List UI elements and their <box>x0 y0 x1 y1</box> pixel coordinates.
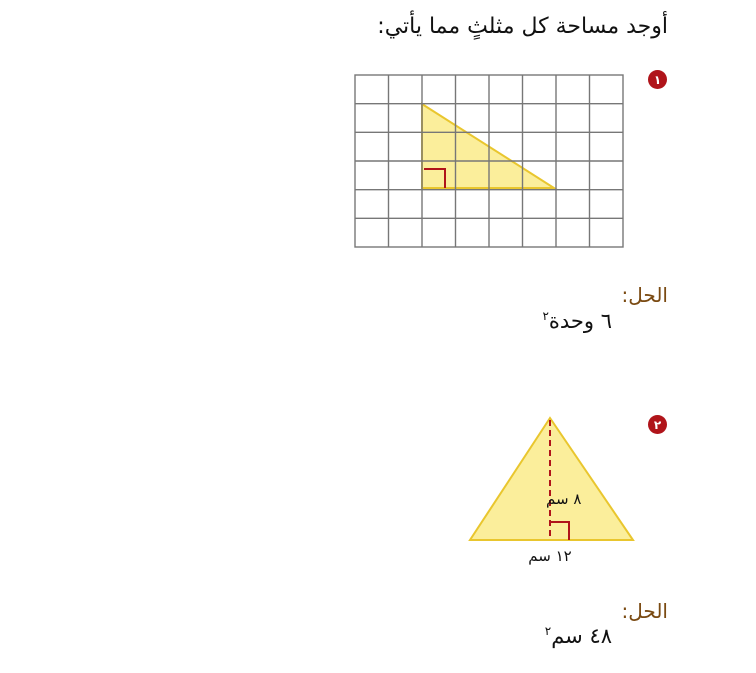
grid-lines <box>355 75 623 247</box>
problem-2-answer <box>545 624 612 648</box>
problem-1-solution-label: الحل: <box>621 283 668 307</box>
isosceles-triangle-figure <box>460 410 650 575</box>
problem-2-answer-value: ٤٨ سم <box>551 624 612 648</box>
instruction-text: أوجد مساحة كل مثلثٍ مما يأتي: <box>377 14 668 39</box>
height-label: ٨ سم <box>546 490 582 508</box>
grid-triangle-figure <box>350 70 630 252</box>
grid-triangle <box>422 104 554 188</box>
problem-1-answer-value: ٦ وحدة <box>548 309 612 333</box>
problem-2-answer-exponent: ٢ <box>544 624 552 638</box>
problem-1-answer-exponent: ٢ <box>542 309 549 323</box>
problem-1-answer <box>542 309 612 333</box>
problem-1-number-badge: ١ <box>648 70 667 89</box>
base-label: ١٢ سم <box>528 547 572 565</box>
problem-2-solution-label: الحل: <box>621 599 668 623</box>
problem-2-number-badge: ٢ <box>648 415 667 434</box>
